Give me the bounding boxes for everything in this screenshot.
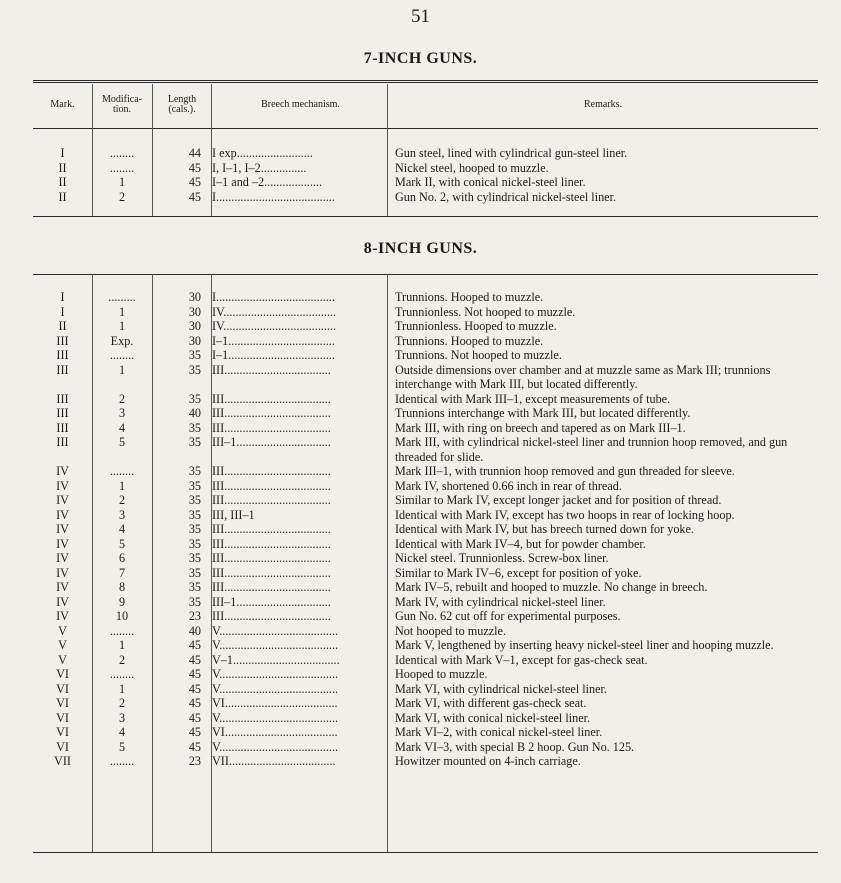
- length-cell: 23: [188, 754, 201, 768]
- breech-mechanism-cell: III...................................: [212, 536, 331, 551]
- header-modification-line1: Modifica-: [102, 94, 142, 105]
- mark-cell: IV: [56, 536, 69, 551]
- mark-cell: III: [56, 391, 69, 406]
- column-divider: [152, 274, 153, 852]
- mark-cell: IV: [56, 493, 69, 507]
- mark-cell: III: [56, 420, 69, 435]
- header-modification-line2: tion.: [112, 104, 132, 115]
- mark-cell: III: [56, 348, 69, 362]
- breech-mechanism-cell: V.......................................: [212, 667, 339, 681]
- remarks-cell: Mark III, with cylindrical nickel-steel liner and trunnion hoop removed, and gun threaded for slide.: [395, 435, 788, 464]
- column-divider: [211, 84, 212, 216]
- breech-mechanism-cell: III...................................: [212, 551, 331, 565]
- modification-cell: ........: [109, 160, 135, 175]
- column-header: [33, 84, 818, 128]
- mark-cell: II: [58, 189, 67, 204]
- mark-cell: III: [56, 406, 69, 420]
- modification-cell: Exp.: [110, 333, 134, 348]
- header-rule: [33, 128, 818, 129]
- mark-cell: VII: [54, 754, 71, 768]
- column-divider: [92, 84, 93, 216]
- remarks-cell: Mark III, with ring on breech and tapered as on Mark III–1.: [395, 420, 686, 435]
- mark-cell: IV: [56, 565, 69, 580]
- breech-mechanism-cell: V.......................................: [212, 681, 339, 696]
- remarks-cell: Identical with Mark V–1, except for gas-check seat.: [395, 652, 648, 667]
- modification-cell: ........: [109, 667, 135, 681]
- mark-cell: V: [58, 652, 67, 667]
- breech-mechanism-cell: III...................................: [212, 580, 331, 594]
- header-length-line1: Length: [167, 94, 197, 105]
- modification-cell: 1: [118, 319, 126, 333]
- remarks-cell: Mark VI–3, with special B 2 hoop. Gun No. 125.: [395, 739, 635, 754]
- length-cell: 45: [188, 710, 201, 725]
- remarks-cell: Mark IV, shortened 0.66 inch in rear of thread.: [395, 478, 622, 493]
- length-cell: 35: [188, 362, 201, 377]
- length-cell: 35: [188, 565, 201, 580]
- length-cell: 35: [188, 464, 201, 478]
- column-divider: [387, 84, 388, 216]
- remarks-cell: Similar to Mark IV, except longer jacket and for position of thread.: [395, 493, 722, 507]
- modification-cell: 4: [118, 725, 126, 739]
- header-length: [152, 95, 212, 115]
- modification-cell: 3: [118, 710, 126, 725]
- modification-cell: .........: [108, 290, 136, 304]
- modification-cell: 1: [118, 362, 126, 377]
- mark-cell: II: [58, 319, 67, 333]
- mark-cell: IV: [56, 609, 69, 623]
- remarks-cell: Gun No. 2, with cylindrical nickel-steel liner.: [395, 189, 617, 204]
- modification-cell: ........: [109, 754, 135, 768]
- modification-cell: ........: [109, 464, 135, 478]
- mark-cell: IV: [56, 594, 69, 609]
- section-end-rule-7-inch: [33, 216, 818, 217]
- breech-mechanism-cell: I.......................................: [212, 189, 335, 204]
- breech-mechanism-cell: IV.....................................: [212, 304, 337, 319]
- breech-mechanism-cell: III...................................: [212, 391, 331, 406]
- length-cell: 45: [188, 667, 201, 681]
- remarks-cell: Trunnions. Hooped to muzzle.: [395, 290, 544, 304]
- remarks-cell: Howitzer mounted on 4-inch carriage.: [395, 754, 581, 768]
- mark-cell: I: [60, 146, 65, 160]
- length-cell: 23: [188, 609, 201, 623]
- breech-mechanism-cell: III...................................: [212, 464, 331, 478]
- length-cell: 45: [188, 175, 201, 189]
- modification-cell: 3: [118, 406, 126, 420]
- length-cell: 35: [188, 435, 201, 449]
- breech-mechanism-cell: I–1...................................: [212, 348, 335, 362]
- header-remarks: Remarks.: [583, 99, 623, 110]
- mark-cell: VI: [56, 667, 69, 681]
- remarks-cell: Hooped to muzzle.: [395, 667, 488, 681]
- length-cell: 45: [188, 189, 201, 204]
- modification-cell: ........: [109, 623, 135, 638]
- breech-mechanism-cell: III, III–1: [212, 507, 255, 522]
- length-cell: 35: [188, 348, 201, 362]
- modification-cell: 1: [118, 304, 126, 319]
- section-start-rule-8-inch: [33, 274, 818, 275]
- modification-cell: 5: [118, 536, 126, 551]
- remarks-cell: Trunnions. Not hooped to muzzle.: [395, 348, 562, 362]
- modification-cell: 1: [118, 681, 126, 696]
- length-cell: 40: [188, 406, 201, 420]
- remarks-cell: Nickel steel. Trunnionless. Screw-box liner.: [395, 551, 609, 565]
- breech-mechanism-cell: V.......................................: [212, 623, 339, 638]
- header-mark: Mark.: [50, 99, 75, 110]
- breech-mechanism-cell: III...................................: [212, 478, 331, 493]
- breech-mechanism-cell: V.......................................: [212, 638, 339, 652]
- column-divider: [387, 274, 388, 852]
- remarks-cell: Mark IV–5, rebuilt and hooped to muzzle. No change in breech.: [395, 580, 708, 594]
- remarks-cell: Mark VI, with cylindrical nickel-steel liner.: [395, 681, 607, 696]
- breech-mechanism-cell: VI.....................................: [212, 725, 338, 739]
- modification-cell: 2: [118, 696, 126, 710]
- remarks-cell: Nickel steel, hooped to muzzle.: [395, 160, 549, 175]
- modification-cell: 10: [115, 609, 129, 623]
- breech-mechanism-cell: VII...................................: [212, 754, 336, 768]
- mark-cell: III: [56, 362, 69, 377]
- modification-cell: 8: [118, 580, 126, 594]
- mark-cell: IV: [56, 478, 69, 493]
- length-cell: 45: [188, 652, 201, 667]
- column-divider: [92, 274, 93, 852]
- remarks-cell: Identical with Mark IV, but has breech turned down for yoke.: [395, 522, 694, 536]
- bottom-rule: [33, 852, 818, 853]
- breech-mechanism-cell: V.......................................: [212, 710, 339, 725]
- modification-cell: 7: [118, 565, 126, 580]
- mark-cell: IV: [56, 522, 69, 536]
- remarks-cell: Mark IV, with cylindrical nickel-steel liner.: [395, 594, 606, 609]
- length-cell: 45: [188, 681, 201, 696]
- mark-cell: VI: [56, 739, 69, 754]
- remarks-cell: Mark III–1, with trunnion hoop removed and gun threaded for sleeve.: [395, 464, 735, 478]
- section-title-7-inch: 7-INCH GUNS.: [363, 50, 478, 67]
- modification-cell: 5: [118, 739, 126, 754]
- page-number: 51: [411, 6, 430, 27]
- header-length-line2: (cals.).: [168, 104, 196, 115]
- modification-cell: 5: [118, 435, 126, 449]
- remarks-cell: Identical with Mark IV, except has two hoops in rear of locking hoop.: [395, 507, 735, 522]
- remarks-cell: Mark V, lengthened by inserting heavy nickel-steel liner and hooping muzzle.: [395, 638, 774, 652]
- breech-mechanism-cell: V.......................................: [212, 739, 339, 754]
- breech-mechanism-cell: III–1...............................: [212, 435, 331, 449]
- header-breech: Breech mechanism.: [261, 99, 340, 110]
- remarks-cell: Mark VI–2, with conical nickel-steel liner.: [395, 725, 603, 739]
- mark-cell: I: [60, 304, 65, 319]
- modification-cell: 1: [118, 638, 126, 652]
- breech-mechanism-cell: III...................................: [212, 420, 331, 435]
- mark-cell: VI: [56, 681, 69, 696]
- modification-cell: 6: [118, 551, 126, 565]
- remarks-cell: Identical with Mark IV–4, but for powder chamber.: [395, 536, 646, 551]
- length-cell: 35: [188, 536, 201, 551]
- modification-cell: 1: [118, 175, 126, 189]
- mark-cell: IV: [56, 507, 69, 522]
- length-cell: 45: [188, 696, 201, 710]
- mark-cell: II: [58, 175, 67, 189]
- breech-mechanism-cell: I, I–1, I–2...............: [212, 160, 307, 175]
- length-cell: 45: [188, 160, 201, 175]
- mark-cell: I: [60, 290, 65, 304]
- breech-mechanism-cell: III...................................: [212, 522, 331, 536]
- breech-mechanism-cell: III...................................: [212, 565, 331, 580]
- remarks-cell: Mark II, with conical nickel-steel liner.: [395, 175, 586, 189]
- mark-cell: V: [58, 638, 67, 652]
- mark-cell: IV: [56, 580, 69, 594]
- length-cell: 30: [188, 290, 201, 304]
- header-modification: [92, 95, 152, 115]
- length-cell: 45: [188, 638, 201, 652]
- length-cell: 30: [188, 304, 201, 319]
- breech-mechanism-cell: I–1 and –2...................: [212, 175, 323, 189]
- breech-mechanism-cell: I exp.........................: [212, 146, 313, 160]
- modification-cell: 2: [118, 189, 126, 204]
- mark-cell: VI: [56, 725, 69, 739]
- remarks-cell: Trunnionless. Not hooped to muzzle.: [395, 304, 576, 319]
- length-cell: 45: [188, 725, 201, 739]
- remarks-cell: Trunnions. Hooped to muzzle.: [395, 333, 544, 348]
- length-cell: 35: [188, 420, 201, 435]
- modification-cell: 9: [118, 594, 126, 609]
- modification-cell: 3: [118, 507, 126, 522]
- breech-mechanism-cell: III...................................: [212, 406, 331, 420]
- remarks-cell: Mark VI, with conical nickel-steel liner.: [395, 710, 591, 725]
- remarks-cell: Identical with Mark III–1, except measurements of tube.: [395, 391, 671, 406]
- length-cell: 35: [188, 522, 201, 536]
- remarks-cell: Similar to Mark IV–6, except for position of yoke.: [395, 565, 642, 580]
- breech-mechanism-cell: VI.....................................: [212, 696, 338, 710]
- breech-mechanism-cell: III...................................: [212, 362, 331, 377]
- breech-mechanism-cell: IV.....................................: [212, 319, 337, 333]
- modification-cell: ........: [109, 348, 135, 362]
- breech-mechanism-cell: III...................................: [212, 493, 331, 507]
- mark-cell: VI: [56, 696, 69, 710]
- modification-cell: 2: [118, 652, 126, 667]
- length-cell: 35: [188, 580, 201, 594]
- length-cell: 44: [188, 146, 201, 160]
- remarks-cell: Trunnionless. Hooped to muzzle.: [395, 319, 557, 333]
- modification-cell: 4: [118, 522, 126, 536]
- length-cell: 35: [188, 478, 201, 493]
- length-cell: 45: [188, 739, 201, 754]
- length-cell: 35: [188, 551, 201, 565]
- remarks-cell: Trunnions interchange with Mark III, but located differently.: [395, 406, 691, 420]
- modification-cell: 2: [118, 493, 126, 507]
- mark-cell: III: [56, 333, 69, 348]
- section-title-8-inch: 8-INCH GUNS.: [363, 240, 478, 257]
- length-cell: 35: [188, 594, 201, 609]
- modification-cell: 1: [118, 478, 126, 493]
- remarks-cell: Gun No. 62 cut off for experimental purposes.: [395, 609, 621, 623]
- remarks-cell: Outside dimensions over chamber and at muzzle same as Mark III; trunnions interchange with Mark III, but located differently.: [395, 362, 771, 391]
- mark-cell: II: [58, 160, 67, 175]
- mark-cell: VI: [56, 710, 69, 725]
- length-cell: 35: [188, 507, 201, 522]
- breech-mechanism-cell: I–1...................................: [212, 333, 335, 348]
- modification-cell: 2: [118, 391, 126, 406]
- length-cell: 30: [188, 319, 201, 333]
- breech-mechanism-cell: III...................................: [212, 609, 331, 623]
- mark-cell: V: [58, 623, 67, 638]
- length-cell: 30: [188, 333, 201, 348]
- length-cell: 35: [188, 493, 201, 507]
- mark-cell: III: [56, 435, 69, 449]
- column-divider: [211, 274, 212, 852]
- remarks-cell: Gun steel, lined with cylindrical gun-steel liner.: [395, 146, 628, 160]
- breech-mechanism-cell: V–1...................................: [212, 652, 340, 667]
- length-cell: 35: [188, 391, 201, 406]
- column-divider: [152, 84, 153, 216]
- length-cell: 40: [188, 623, 201, 638]
- remarks-cell: Not hooped to muzzle.: [395, 623, 507, 638]
- mark-cell: IV: [56, 551, 69, 565]
- modification-cell: 4: [118, 420, 126, 435]
- mark-cell: IV: [56, 464, 69, 478]
- modification-cell: ........: [109, 146, 135, 160]
- breech-mechanism-cell: III–1...............................: [212, 594, 331, 609]
- breech-mechanism-cell: I.......................................: [212, 290, 335, 304]
- top-rule: [33, 80, 818, 83]
- remarks-cell: Mark VI, with different gas-check seat.: [395, 696, 587, 710]
